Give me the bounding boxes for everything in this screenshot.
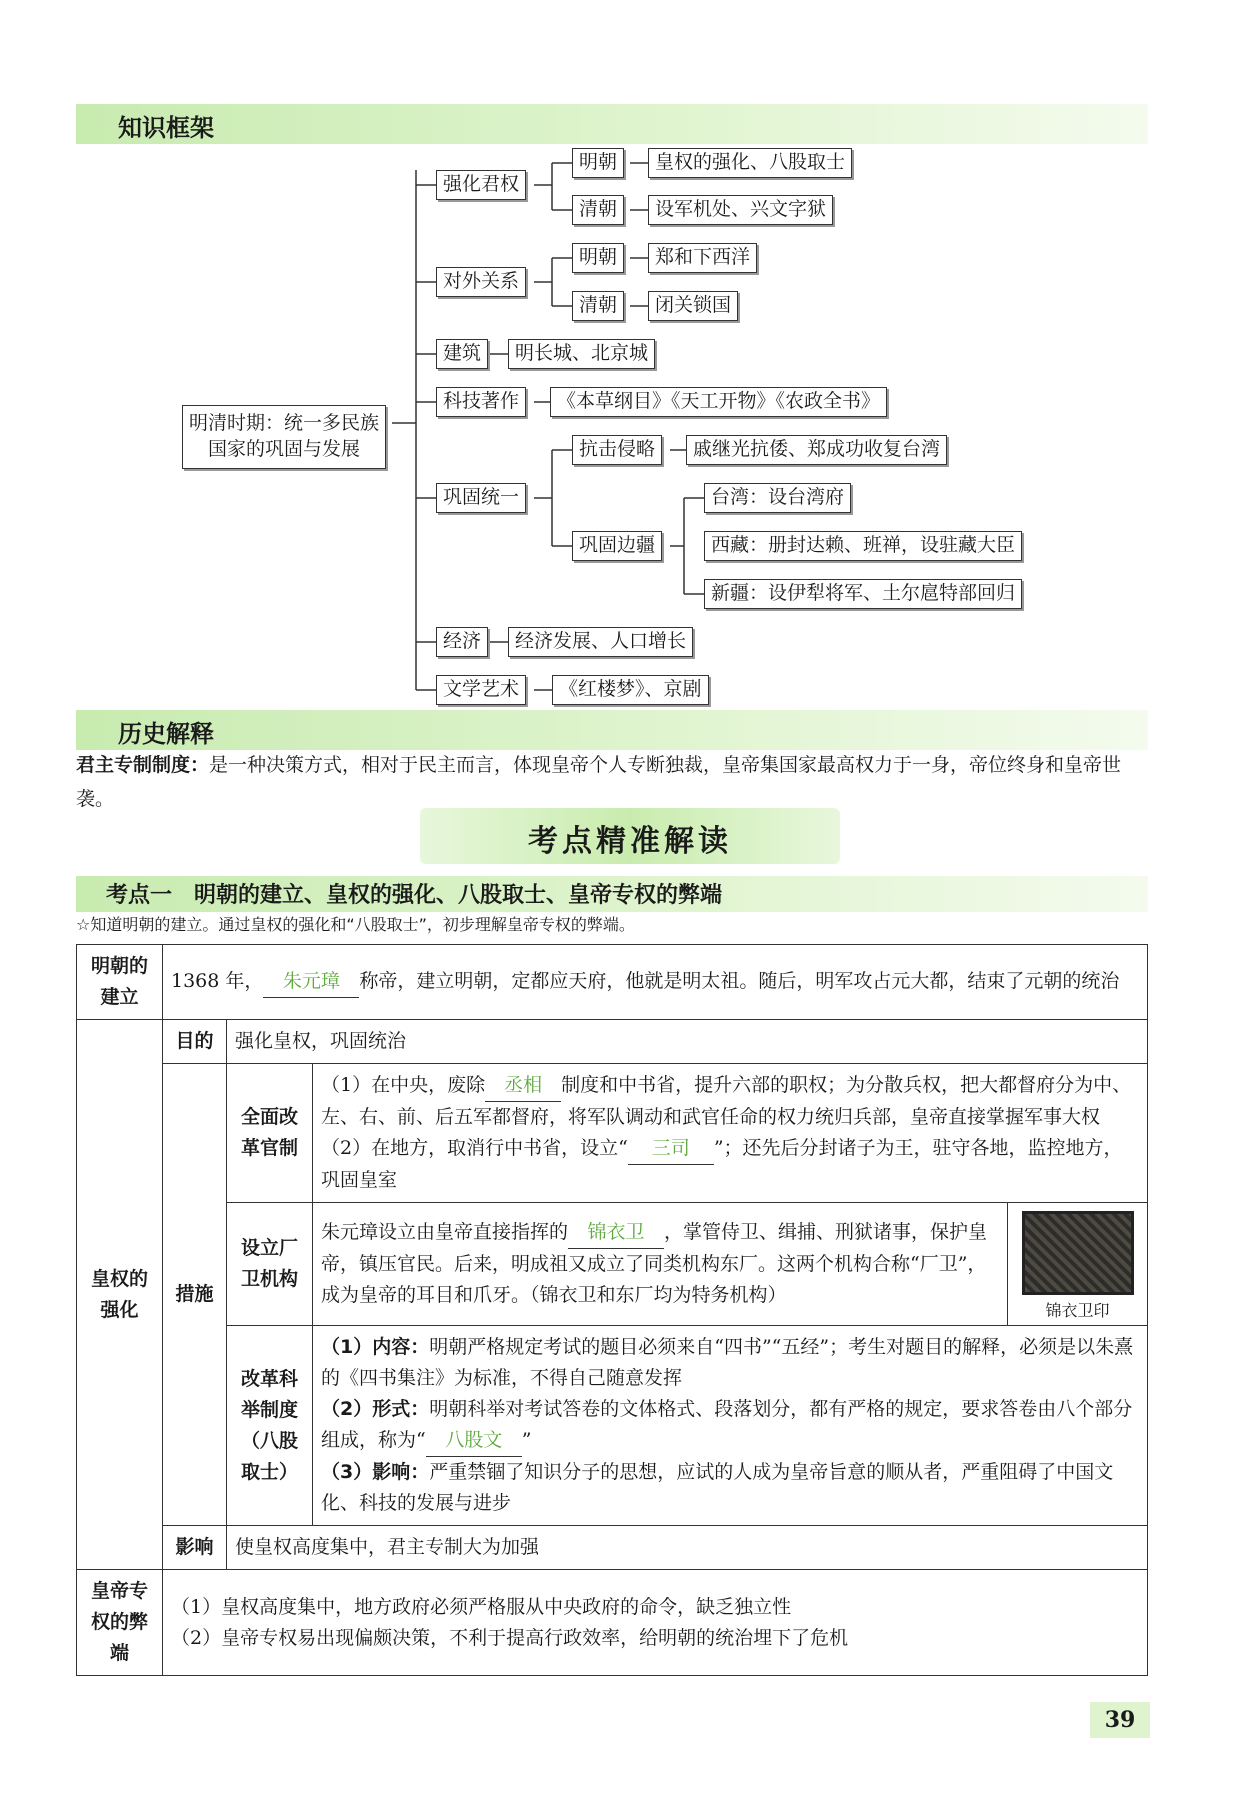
- purpose-header: 目的: [163, 1020, 227, 1064]
- guard-content: [313, 1203, 1008, 1326]
- node-ming-1: 明朝: [572, 148, 624, 178]
- reform2-b: ”；还先后分封诸子为王，驻守各地，监控地方，巩固皇室: [321, 1137, 1123, 1191]
- history-title: 历史解释: [118, 720, 214, 748]
- effect-content: 使皇权高度集中，君主专制大为加强: [227, 1526, 1148, 1570]
- reform1-b: 制度和中书省，提升六部的职权；为分散兵权，把大都督府分为中、左、右、前、后五军都督府，将军队调动和武官任命的权力统归兵部，皇帝直接掌握军事大权: [321, 1074, 1132, 1128]
- exam-header: 改革科举制度（八股取士）: [227, 1326, 313, 1526]
- row-drawback: [77, 1570, 1148, 1676]
- reform-item-1: [321, 1070, 1139, 1133]
- reform-header: 全面改革官制: [227, 1064, 313, 1203]
- reform2-a: （2）在地方，取消行中书省，设立“: [321, 1137, 628, 1159]
- exam2-key: （2）形式：: [321, 1398, 430, 1420]
- node-qing-2-content: 闭关锁国: [648, 291, 738, 321]
- node-architecture: 建筑: [436, 339, 488, 369]
- exam3-text: 严重禁锢了知识分子的思想，应试的人成为皇帝旨意的顺从者，严重阻碍了中国文化、科技的发展与进步: [321, 1461, 1114, 1514]
- node-ming-2: 明朝: [572, 243, 624, 273]
- power-header: 皇权的强化: [77, 1020, 163, 1570]
- reform-item-2: [321, 1133, 1139, 1196]
- node-frontier-xinjiang: 新疆：设伊犁将军、土尔扈特部回归: [704, 579, 1022, 609]
- root-line-1: 明清时期：统一多民族: [189, 412, 380, 434]
- node-architecture-content: 明长城、北京城: [508, 339, 655, 369]
- history-band: [76, 710, 1148, 750]
- section-banner: [420, 808, 840, 864]
- node-economy-content: 经济发展、人口增长: [508, 627, 693, 657]
- banner-title: 考点精准解读: [528, 824, 732, 859]
- founding-text-a: 1368 年，: [171, 970, 264, 992]
- drawback-2: （2）皇帝专权易出现偏颇决策，不利于提高行政效率，给明朝的统治埋下了危机: [171, 1626, 849, 1649]
- founding-fill: 朱元璋: [263, 966, 359, 998]
- exam-item-3: [321, 1457, 1139, 1519]
- guard-fill: 锦衣卫: [568, 1217, 664, 1249]
- founding-text-b: 称帝，建立明朝，定都应天府，他就是明太祖。随后，明军攻占元大都，结束了元朝的统治: [359, 970, 1120, 992]
- exam2-fill: 八股文: [426, 1425, 522, 1457]
- framework-title: 知识框架: [118, 114, 214, 142]
- exam3-key: （3）影响：: [321, 1461, 430, 1483]
- drawback-1: （1）皇权高度集中，地方政府必须严格服从中央政府的命令，缺乏独立性: [171, 1595, 792, 1618]
- row-purpose: [77, 1020, 1148, 1064]
- row-reform: [77, 1064, 1148, 1203]
- node-ming-2-content: 郑和下西洋: [648, 243, 757, 273]
- mindmap-root: [182, 405, 386, 469]
- seal-image: [1022, 1211, 1134, 1295]
- node-sci-tech-content: 《本草纲目》《天工开物》《农政全书》: [550, 387, 887, 417]
- node-literature-art: 文学艺术: [436, 675, 526, 705]
- drawback-content: [163, 1570, 1148, 1676]
- node-frontier-tibet: 西藏：册封达赖、班禅，设驻藏大臣: [704, 531, 1022, 561]
- node-resist-invasion-content: 戚继光抗倭、郑成功收复台湾: [686, 435, 947, 465]
- root-line-2: 国家的巩固与发展: [208, 438, 361, 460]
- reform2-fill: 三司: [628, 1133, 714, 1165]
- drawback-header: 皇帝专权的弊端: [77, 1570, 163, 1676]
- reform-content: [313, 1064, 1148, 1203]
- row-founding: [77, 945, 1148, 1020]
- node-frontier: 巩固边疆: [572, 531, 662, 561]
- node-foreign-relations: 对外关系: [436, 267, 526, 297]
- guard-header: 设立厂卫机构: [227, 1203, 313, 1326]
- page-number: 39: [1090, 1702, 1150, 1738]
- node-strengthen-power: 强化君权: [436, 170, 526, 200]
- node-qing-2: 清朝: [572, 291, 624, 321]
- history-text: 是一种决策方式，相对于民主而言，体现皇帝个人专断独裁，皇帝集国家最高权力于一身，帝位终身和皇帝世袭。: [76, 754, 1122, 810]
- node-ming-1-content: 皇权的强化、八股取士: [648, 148, 852, 178]
- exam-item-2: [321, 1394, 1139, 1457]
- guard-b: ，掌管侍卫、缉捕、刑狱诸事，保护皇帝，镇压官民。后来，明成祖又成立了同类机构东厂。这两个机构合称“厂卫”，成为皇帝的耳目和爪牙。（锦衣卫和东厂均为特务机构）: [321, 1221, 988, 1306]
- exam2-b: ”: [521, 1429, 532, 1451]
- node-qing-1: 清朝: [572, 195, 624, 225]
- effect-header: 影响: [163, 1526, 227, 1570]
- reform1-a: （1）在中央，废除: [321, 1074, 486, 1096]
- node-economy: 经济: [436, 627, 488, 657]
- history-paragraph: [76, 748, 1148, 816]
- point1-tip: ☆知道明朝的建立。通过皇权的强化和“八股取士”，初步理解皇帝专权的弊端。: [76, 915, 635, 934]
- exam1-key: （1）内容：: [321, 1336, 430, 1358]
- exam-item-1: [321, 1332, 1139, 1394]
- node-sci-tech: 科技著作: [436, 387, 526, 417]
- exam-content: [313, 1326, 1148, 1526]
- purpose-content: 强化皇权，巩固统治: [227, 1020, 1148, 1064]
- node-resist-invasion: 抗击侵略: [572, 435, 662, 465]
- reform1-fill: 丞相: [485, 1070, 561, 1102]
- founding-header: 明朝的建立: [77, 945, 163, 1020]
- seal-cell: [1008, 1203, 1148, 1326]
- node-qing-1-content: 设军机处、兴文字狱: [648, 195, 833, 225]
- point1-table: [76, 944, 1148, 1676]
- exam2-a: 明朝科举对考试答卷的文体格式、段落划分，都有严格的规定，要求答卷由八个部分组成，称为“: [321, 1398, 1133, 1451]
- exam1-text: 明朝严格规定考试的题目必须来自“四书”“五经”；考生对题目的解释，必须是以朱熹的《四书集注》为标准，不得自己随意发挥: [321, 1336, 1134, 1389]
- history-term: 君主专制制度：: [76, 754, 210, 776]
- guard-a: 朱元璋设立由皇帝直接指挥的: [321, 1221, 569, 1243]
- row-exam: [77, 1326, 1148, 1526]
- point1-title: 考点一 明朝的建立、皇权的强化、八股取士、皇帝专权的弊端: [106, 883, 723, 908]
- node-literature-art-content: 《红楼梦》、京剧: [552, 675, 709, 705]
- founding-content: [163, 945, 1148, 1020]
- node-unification: 巩固统一: [436, 483, 526, 513]
- node-frontier-taiwan: 台湾：设台湾府: [704, 483, 851, 513]
- seal-caption: 锦衣卫印: [1045, 1301, 1110, 1320]
- row-effect: [77, 1526, 1148, 1570]
- row-guard: [77, 1203, 1148, 1326]
- measures-header: 措施: [163, 1064, 227, 1526]
